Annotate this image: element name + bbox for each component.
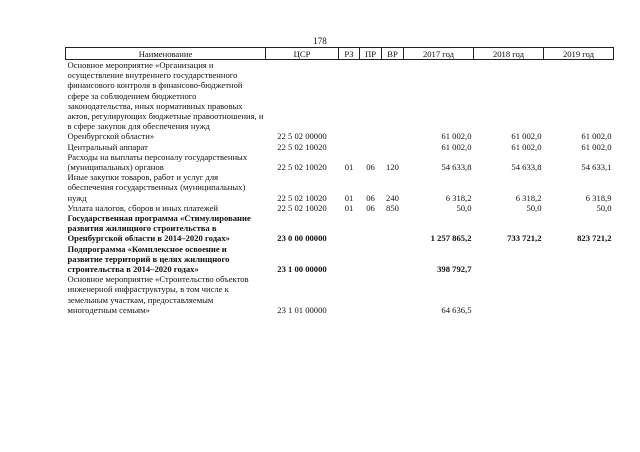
table-row — [66, 60, 614, 142]
row-2018: 61 002,0 — [511, 141, 542, 152]
row-pr: 06 — [366, 202, 375, 213]
row-name: Основное мероприятие «Строительство объектов инженерной инфраструктуры, в том числе к земельным участкам, предоставляемым многодетным семьям» — [67, 274, 249, 315]
header-pr: ПР — [360, 48, 382, 60]
row-pr — [360, 213, 382, 244]
row-csr: 22 5 02 10020 — [277, 141, 327, 152]
row-vr — [382, 244, 404, 275]
row-pr — [360, 244, 382, 275]
row-2018: 61 002,0 — [511, 131, 542, 142]
row-csr: 22 5 02 10020 — [277, 192, 327, 203]
row-pr: 06 — [366, 192, 375, 203]
row-2017: 54 633,8 — [441, 162, 472, 173]
row-csr: 22 5 02 10020 — [277, 162, 327, 173]
page-number: 178 — [313, 36, 327, 46]
table-row — [66, 142, 614, 152]
table-row — [66, 203, 614, 213]
row-rz: 01 — [344, 162, 354, 173]
header-2017: 2017 год — [404, 48, 474, 60]
row-rz — [339, 244, 360, 275]
table-row — [66, 213, 614, 244]
table-row — [66, 274, 614, 315]
row-name: Расходы на выплаты персоналу государственных (муниципальных) органов — [67, 151, 248, 173]
row-pr — [360, 274, 382, 315]
header-csr: ЦСР — [266, 48, 339, 60]
row-2019: 61 002,0 — [581, 131, 612, 142]
row-2017: 6 318,2 — [445, 192, 472, 203]
row-2019: 54 633,1 — [581, 162, 612, 173]
row-vr — [382, 274, 404, 315]
header-name: Наименование — [66, 48, 266, 60]
row-2018 — [474, 244, 544, 275]
row-vr: 850 — [386, 202, 399, 213]
row-rz: 01 — [344, 202, 354, 213]
row-csr: 23 0 00 00000 — [277, 233, 327, 244]
header-vr: ВР — [382, 48, 404, 60]
row-name: Государственная программа «Стимулирование развития жилищного строительства в Оренбургской области в 2014–2020 годах» — [67, 213, 251, 244]
row-2019: 823 721,2 — [577, 233, 612, 244]
row-vr — [382, 60, 404, 142]
row-name: Уплата налогов, сборов и иных платежей — [67, 202, 219, 213]
row-2018: 733 721,2 — [507, 233, 542, 244]
row-vr — [382, 142, 404, 152]
row-csr: 23 1 00 00000 — [277, 264, 327, 275]
row-rz — [339, 142, 360, 152]
row-2017: 64 636,5 — [441, 304, 472, 315]
row-rz — [339, 274, 360, 315]
table-header-row — [66, 48, 614, 60]
row-2017: 398 792,7 — [437, 264, 472, 275]
table-row — [66, 172, 614, 203]
row-vr: 120 — [386, 162, 399, 173]
row-2019: 50,0 — [596, 202, 612, 213]
row-2019: 61 002,0 — [581, 141, 612, 152]
row-2019: 6 318,9 — [585, 192, 612, 203]
row-2017: 1 257 865,2 — [430, 233, 472, 244]
budget-table — [65, 47, 614, 315]
row-2019 — [544, 274, 614, 315]
row-vr: 240 — [386, 192, 399, 203]
row-2018: 54 633,8 — [511, 162, 542, 173]
row-rz — [339, 60, 360, 142]
row-rz — [339, 213, 360, 244]
row-name: Центральный аппарат — [67, 141, 148, 152]
row-csr: 23 1 01 00000 — [277, 304, 327, 315]
table-row — [66, 244, 614, 275]
row-name: Основное мероприятие «Организация и осуществление внутреннего государственного финансового контроля в финансово-бюджетной сфере за соблюдением бюджетного законодательства, иных нормативных правовых актов, регулирующих бюджетные правоотношения, и в сфере закупок для обеспечения нужд Оренбургской области» — [67, 60, 264, 142]
row-2017: 61 002,0 — [441, 131, 472, 142]
row-rz: 01 — [344, 192, 354, 203]
row-2018: 6 318,2 — [515, 192, 542, 203]
row-2018: 50,0 — [526, 202, 542, 213]
row-name: Подпрограмма «Комплексное освоение и развитие территорий в целях жилищного строительства в 2014–2020 годах» — [67, 243, 230, 275]
row-pr: 06 — [366, 162, 375, 173]
row-name: Иные закупки товаров, работ и услуг для обеспечения государственных (муниципальных) нужд — [67, 172, 246, 203]
row-2017: 61 002,0 — [441, 141, 472, 152]
table-row — [66, 152, 614, 172]
row-2019 — [544, 244, 614, 275]
row-2017: 50,0 — [456, 202, 472, 213]
row-pr — [360, 60, 382, 142]
header-2018: 2018 год — [474, 48, 544, 60]
header-rz: РЗ — [339, 48, 360, 60]
row-csr: 22 5 02 00000 — [277, 131, 327, 142]
row-csr: 22 5 02 10020 — [277, 202, 327, 213]
row-vr — [382, 213, 404, 244]
header-2019: 2019 год — [544, 48, 614, 60]
row-2018 — [474, 274, 544, 315]
row-pr — [360, 142, 382, 152]
